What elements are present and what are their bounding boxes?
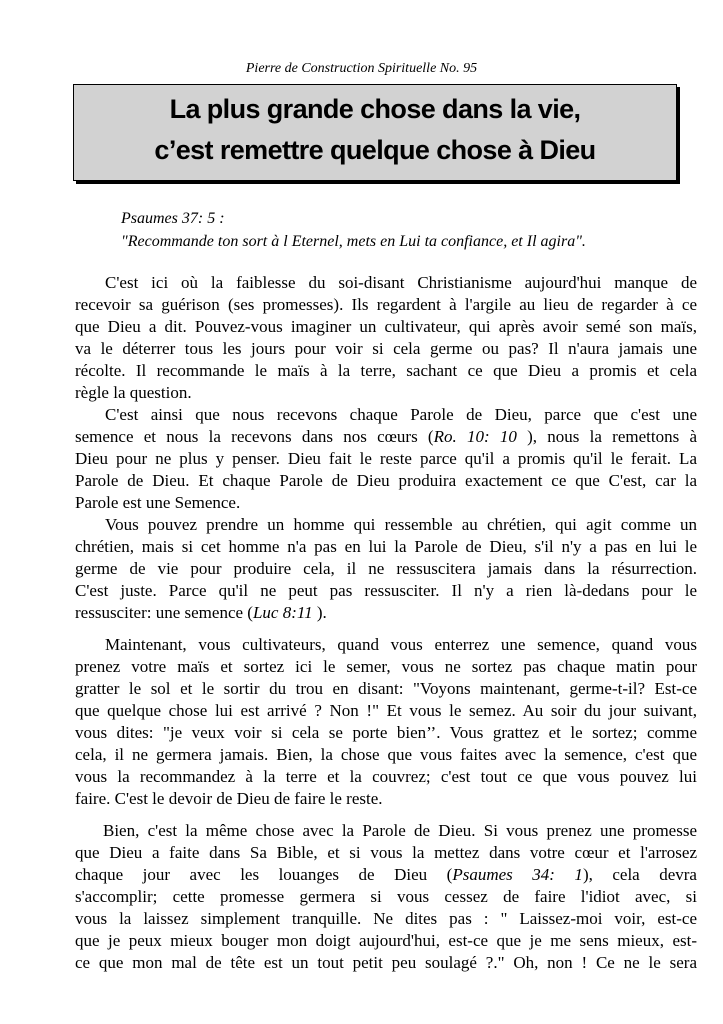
text-line: prenez votre maïs et sortez ici le semer, vous ne sortez pas chaque matin pour	[75, 657, 697, 676]
text-line: semence et nous la recevons dans nos cœurs (Ro. 10: 10 ), nous la remettons à	[75, 427, 697, 446]
scripture-ref: Ro. 10: 10	[433, 427, 517, 446]
text-line: que Dieu a faite dans Sa Bible, et si vous la mettez dans votre cœur et l'arrosez	[75, 843, 697, 862]
text-line: s'accomplir; cette promesse germera si vous cessez de faire l'idiot avec, si	[75, 887, 697, 906]
text-line: que Dieu a dit. Pouvez-vous imaginer un cultivateur, qui après avoir semé son maïs,	[75, 317, 697, 336]
text-line: que quelque chose lui est arrivé ? Non !" Et vous le semez. Au soir du jour suivant,	[75, 701, 697, 720]
text-line: chaque jour avec les louanges de Dieu (Psaumes 34: 1), cela devra	[75, 865, 697, 884]
text-line: C'est juste. Parce qu'il ne peut pas ressusciter. Il n'y a rien là-dedans pour le	[75, 581, 697, 600]
quote-text: "Recommande ton sort à l Eternel, mets en Lui ta confiance, et Il agira".	[121, 233, 586, 250]
text-line: règle la question.	[75, 383, 192, 402]
text-line: ce que mon mal de tête est un tout petit peu soulagé ?." Oh, non ! Ce ne le sera	[75, 953, 697, 972]
text-line: ressusciter: une semence (Luc 8:11 ).	[75, 603, 327, 622]
title-box	[73, 84, 677, 181]
quote-reference: Psaumes 37: 5 :	[121, 210, 225, 227]
text-line: Vous pouvez prendre un homme qui ressemble au chrétien, qui agit comme un	[105, 515, 697, 534]
text-line: que je peux mieux bouger mon doigt aujourd'hui, est-ce que je me sens mieux, est-	[75, 931, 697, 950]
text-line: vous la laissez simplement tranquille. Ne dites pas : " Laissez-moi voir, est-ce	[75, 909, 697, 928]
text-line: chrétien, mais si cet homme n'a pas en lui la Parole de Dieu, s'il n'y a pas en lui le	[75, 537, 697, 556]
text-line: C'est ici où la faiblesse du soi-disant Christianisme aujourd'hui manque de	[105, 273, 697, 292]
text-line: récolte. Il recommande le maïs à la terre, sachant ce que Dieu a promis et cela	[75, 361, 697, 380]
text-line: Bien, c'est la même chose avec la Parole de Dieu. Si vous prenez une promesse	[103, 821, 697, 840]
scripture-ref: Psaumes 34: 1	[452, 865, 583, 884]
text-line: C'est ainsi que nous recevons chaque Parole de Dieu, parce que c'est une	[105, 405, 697, 424]
text-line: recevoir sa guérison (ses promesses). Ils regardent à l'argile au lieu de regarder à ce	[75, 295, 697, 314]
title-line-2: c’est remettre quelque chose à Dieu	[154, 135, 596, 165]
text-line: cela, il ne germera jamais. Bien, la chose que vous faites avec la semence, c'est que	[75, 745, 697, 764]
text-line: gratter le sol et le sortir du trou en disant: "Voyons maintenant, germe-t-il? Est-ce	[75, 679, 697, 698]
scripture-ref: Luc 8:11	[252, 603, 317, 622]
text-line: va le déterrer tous les jours pour voir si cela germe ou pas? Il n'aura jamais une	[75, 339, 697, 358]
text-line: Maintenant, vous cultivateurs, quand vous enterrez une semence, quand vous	[105, 635, 697, 654]
running-header: Pierre de Construction Spirituelle No. 95	[245, 61, 478, 76]
text-line: faire. C'est le devoir de Dieu de faire le reste.	[75, 789, 383, 808]
text-line: Parole est une Semence.	[75, 493, 241, 512]
text-line: Dieu pour ne plus y penser. Dieu fait le reste parce qu'il a promis qu'il le ferait. La	[75, 449, 697, 468]
title-line-1: La plus grande chose dans la vie,	[169, 94, 581, 124]
text-line: germe de vie pour produire cela, il ne ressuscitera jamais dans la résurrection.	[75, 559, 697, 578]
text-line: vous dites: "je veux voir si cela se porte bien’’. Vous grattez et le sortez; comme	[75, 723, 697, 742]
text-line: vous la recommandez à la terre et la couvrez; c'est tout ce que vous pouvez lui	[75, 767, 697, 786]
text-line: Parole de Dieu. Et chaque Parole de Dieu produira exactement ce que C'est, car la	[75, 471, 697, 490]
